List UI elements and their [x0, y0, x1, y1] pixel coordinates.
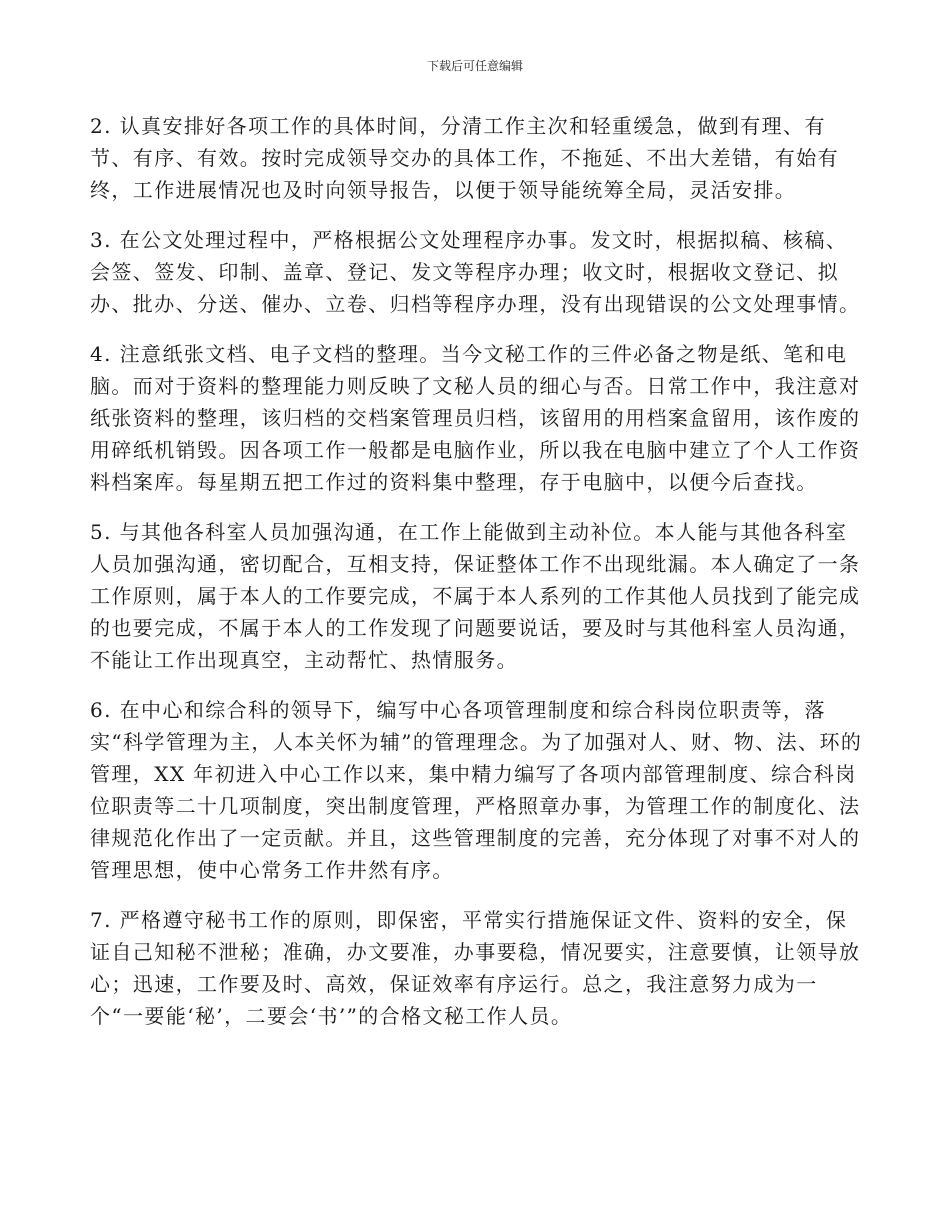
paragraph-item-3: 3. 在公文处理过程中，严格根据公文处理程序办事。发文时，根据拟稿、核稿、会签、签发、印制、盖章、登记、发文等程序办理；收文时，根据收文登记、拟办、批办、分送、催办、立卷、归档等程序办理，没有出现错误的公文处理事情。 — [90, 228, 861, 316]
page-header: 下载后可任意编辑 — [426, 59, 523, 73]
paragraph-item-2: 2. 认真安排好各项工作的具体时间，分清工作主次和轻重缓急，做到有理、有节、有序、有效。按时完成领导交办的具体工作，不拖延、不出大差错，有始有终，工作进展情况也及时向领导报告，以便于领导能统筹全局，灵活安排。 — [90, 114, 839, 202]
paragraph-item-4: 4. 注意纸张文档、电子文档的整理。当今文秘工作的三件必备之物是纸、笔和电脑。而对于资料的整理能力则反映了文秘人员的细心与否。日常工作中，我注意对纸张资料的整理，该归档的交档案管理员归档，该留用的用档案盒留用，该作废的用碎纸机销毁。因各项工作一般都是电脑作业，所以我在电脑中建立了个人工作资料档案库。每星期五把工作过的资料集中整理，存于电脑中，以便今后查找。 — [90, 342, 861, 494]
paragraph-item-7: 7. 严格遵守秘书工作的原则，即保密，平常实行措施保证文件、资料的安全，保证自己知秘不泄秘；准确，办文要准，办事要稳，情况要实，注意要慎，让领导放心；迅速，工作要及时、高效，保证效率有序运行。总之，我注意努力成为一个“一要能‘秘’，二要会‘书’”的合格文秘工作人员。 — [90, 908, 861, 1028]
document-body — [90, 110, 865, 1050]
paragraph-item-5: 5. 与其他各科室人员加强沟通，在工作上能做到主动补位。本人能与其他各科室人员加强沟通，密切配合，互相支持，保证整体工作不出现纰漏。本人确定了一条工作原则，属于本人的工作要完成，不属于本人系列的工作其他人员找到了能完成的也要完成，不属于本人的工作发现了问题要说话，要及时与其他科室人员沟通，不能让工作出现真空，主动帮忙、热情服务。 — [90, 520, 861, 672]
paragraph-item-6: 6. 在中心和综合科的领导下，编写中心各项管理制度和综合科岗位职责等，落实“科学管理为主，人本关怀为辅”的管理理念。为了加强对人、财、物、法、环的管理，XX 年初进入中心工作以来，集中精力编写了各项内部管理制度、综合科岗位职责等二十几项制度，突出制度管理，严格照章办事，为管理工作的制度化、法律规范化作出了一定贡献。并且，这些管理制度的完善，充分体现了对事不对人的管理思想，使中心常务工作井然有序。 — [90, 698, 863, 882]
